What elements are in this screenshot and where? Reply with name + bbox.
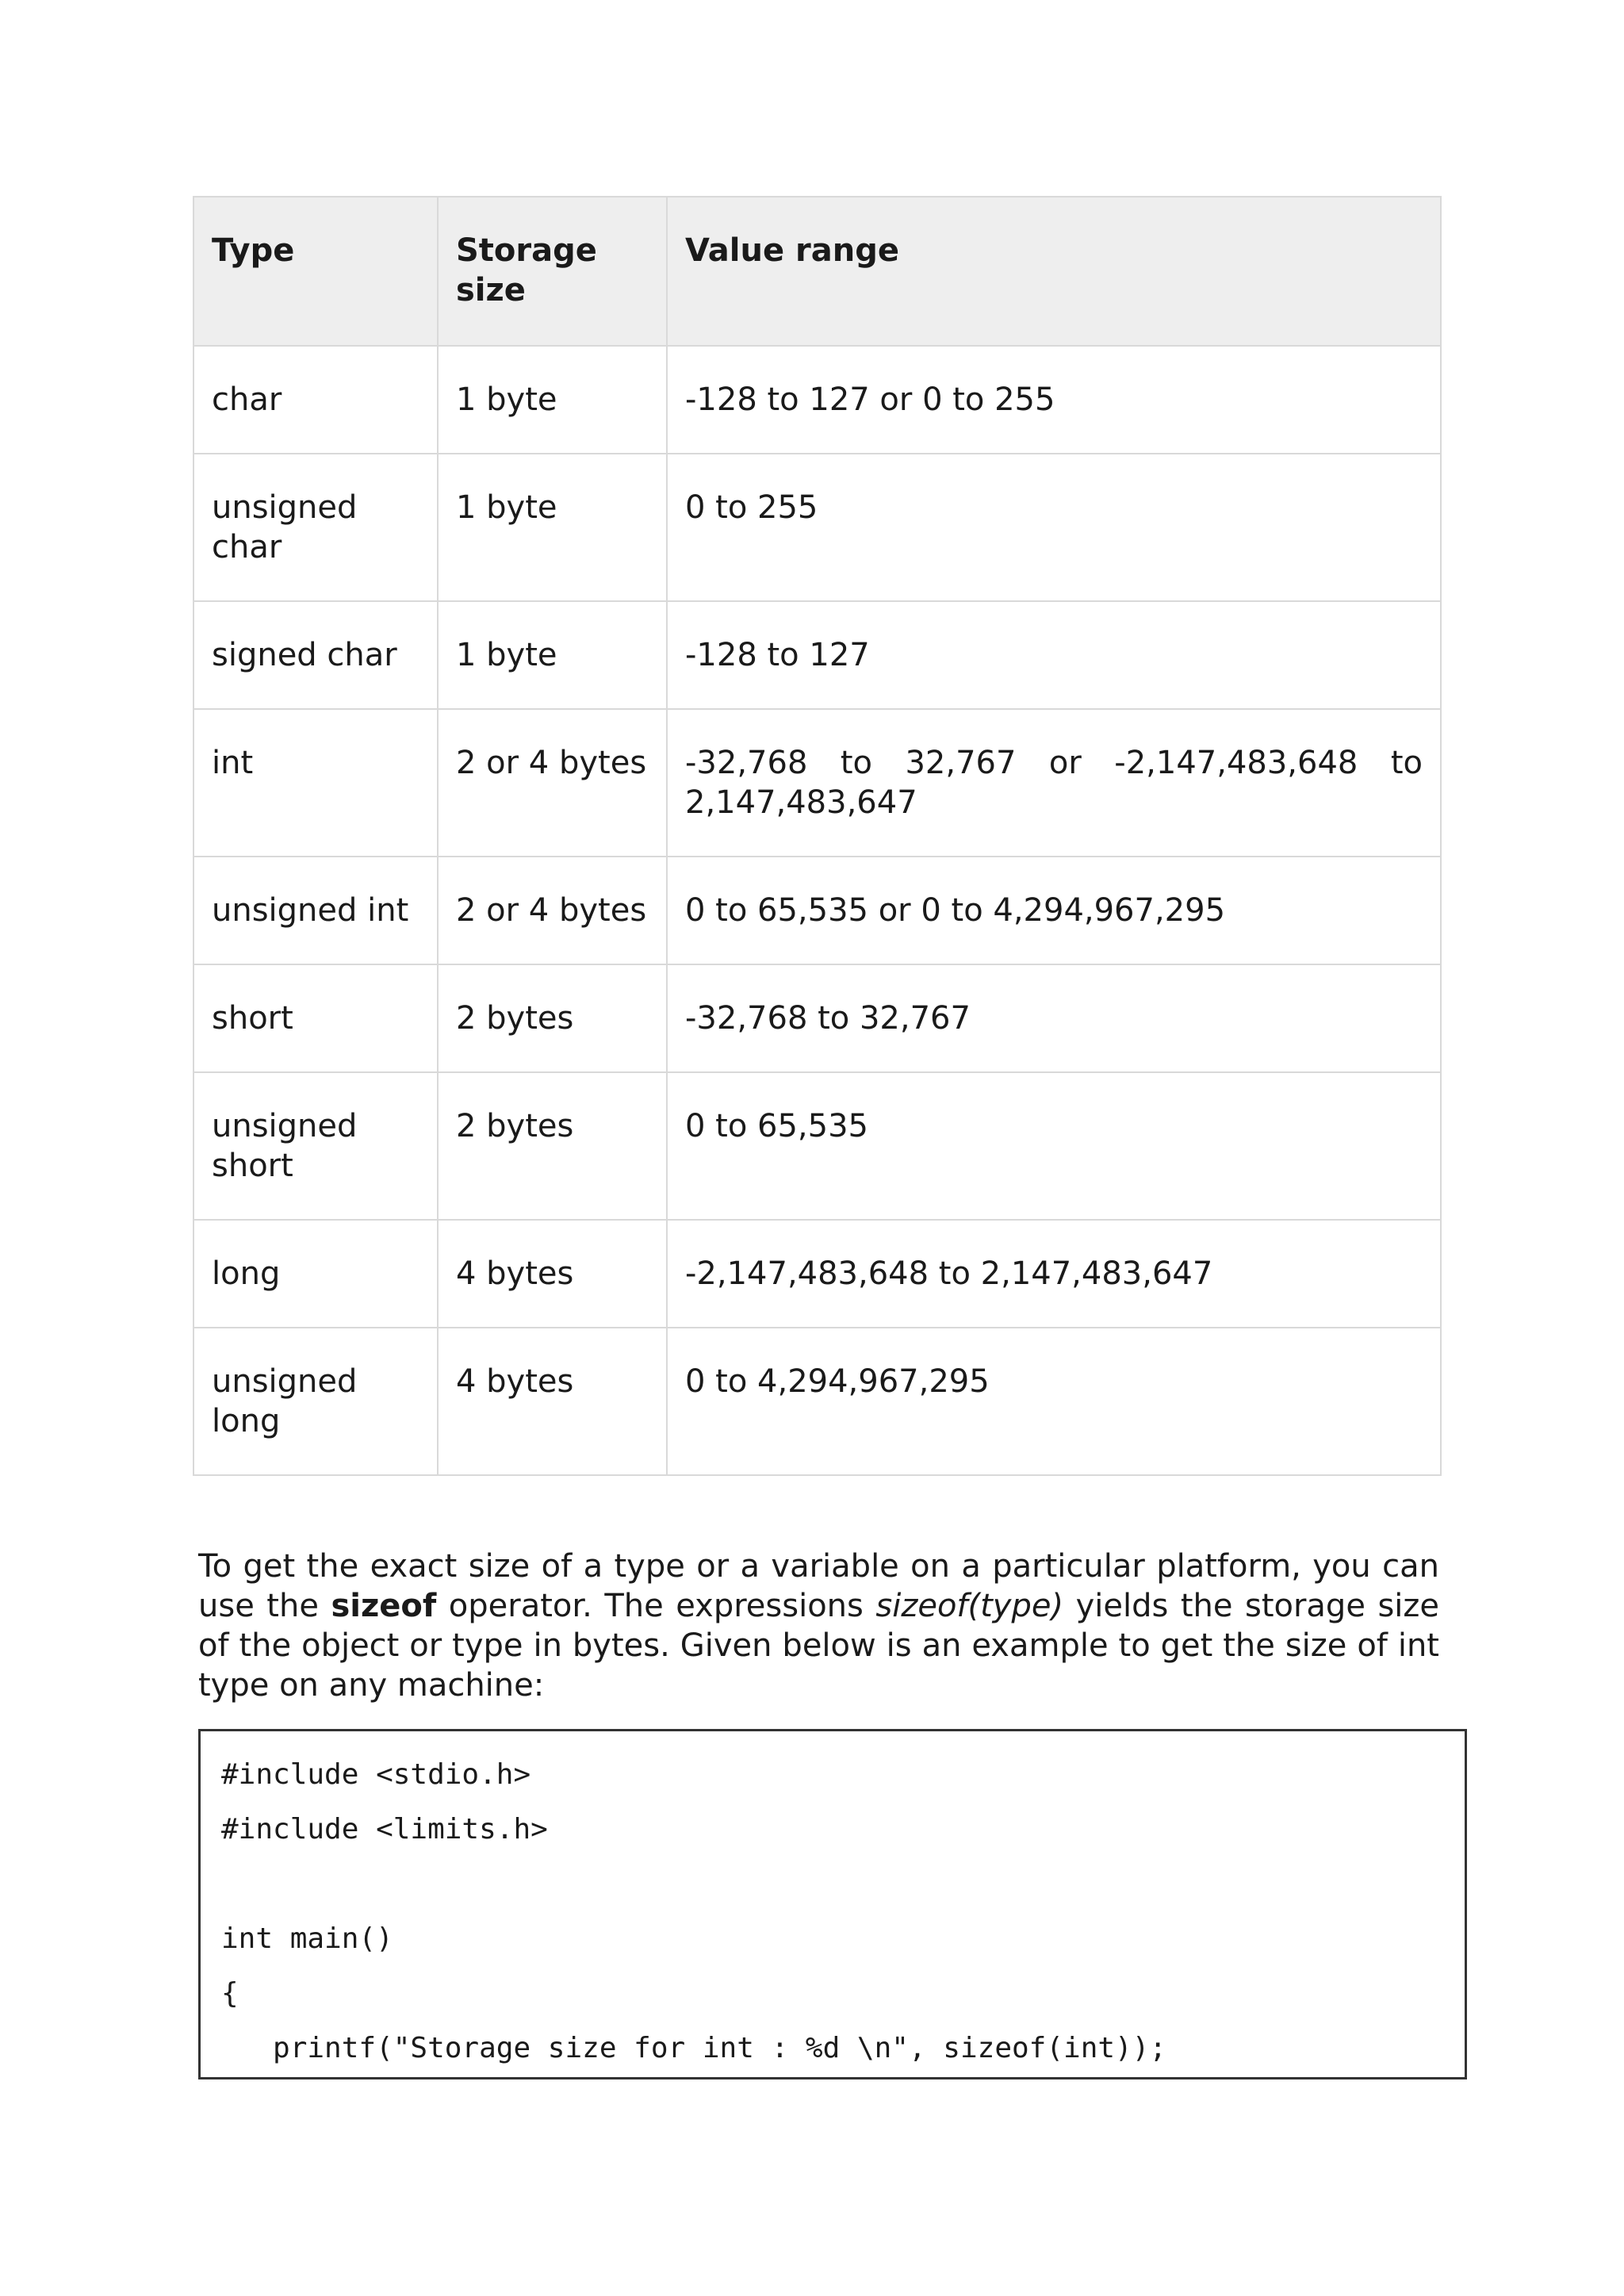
cell-type: unsigned long (193, 1328, 438, 1475)
sizeof-keyword: sizeof (331, 1588, 437, 1624)
cell-size: 1 byte (438, 454, 667, 601)
header-type: Type (193, 197, 438, 346)
code-line: #include <stdio.h> (221, 1758, 531, 1791)
code-line: #include <limits.h> (221, 1813, 548, 1846)
table-row (193, 964, 1441, 1072)
code-block (198, 1729, 1467, 2079)
table-row (193, 454, 1441, 601)
table-row (193, 1072, 1441, 1220)
cell-range: 0 to 4,294,967,295 (667, 1328, 1441, 1475)
cell-range: 0 to 255 (667, 454, 1441, 601)
cell-size: 1 byte (438, 601, 667, 709)
cell-type: signed char (193, 601, 438, 709)
cell-size: 4 bytes (438, 1328, 667, 1475)
cell-size: 2 bytes (438, 1072, 667, 1220)
cell-type: int (193, 709, 438, 857)
table-row (193, 346, 1441, 454)
table-row (193, 857, 1441, 964)
cell-range: -32,768 to 32,767 or -2,147,483,648 to 2,147,483,647 (667, 709, 1441, 857)
header-value-range: Value range (667, 197, 1441, 346)
data-types-table (193, 196, 1442, 1476)
header-storage-size: Storage size (438, 197, 667, 346)
sizeof-expression: sizeof(type) (875, 1588, 1064, 1624)
cell-size: 1 byte (438, 346, 667, 454)
code-line (221, 1857, 1444, 1911)
table-row (193, 1328, 1441, 1475)
cell-type: unsigned int (193, 857, 438, 964)
table-row (193, 1220, 1441, 1328)
cell-type: unsigned short (193, 1072, 438, 1220)
code-line: printf("Storage size for int : %d \n", sizeof(int)); (221, 2032, 1167, 2064)
cell-type: unsigned char (193, 454, 438, 601)
paragraph-text: yields the storage size of the object or type in bytes. Given below is an example to get the size of int type on any machine: (198, 1588, 1440, 1704)
cell-type: short (193, 964, 438, 1072)
cell-type: long (193, 1220, 438, 1328)
cell-size: 2 or 4 bytes (438, 857, 667, 964)
table-header-row (193, 197, 1441, 346)
code-line: { (221, 1977, 239, 2010)
cell-range: -2,147,483,648 to 2,147,483,647 (667, 1220, 1441, 1328)
cell-range: 0 to 65,535 (667, 1072, 1441, 1220)
cell-size: 4 bytes (438, 1220, 667, 1328)
code-line: int main() (221, 1922, 393, 1955)
paragraph-text: To get the exact size of a type or a variable on a particular platform, you can use the (198, 1548, 1439, 1624)
cell-range: 0 to 65,535 or 0 to 4,294,967,295 (667, 857, 1441, 964)
cell-size: 2 or 4 bytes (438, 709, 667, 857)
paragraph-text: operator. The expressions (436, 1588, 876, 1624)
sizeof-explanation-paragraph (198, 1547, 1439, 1705)
cell-range: -128 to 127 or 0 to 255 (667, 346, 1441, 454)
table-row (193, 601, 1441, 709)
cell-size: 2 bytes (438, 964, 667, 1072)
cell-range: -128 to 127 (667, 601, 1441, 709)
cell-type: char (193, 346, 438, 454)
cell-range: -32,768 to 32,767 (667, 964, 1441, 1072)
table-row (193, 709, 1441, 857)
